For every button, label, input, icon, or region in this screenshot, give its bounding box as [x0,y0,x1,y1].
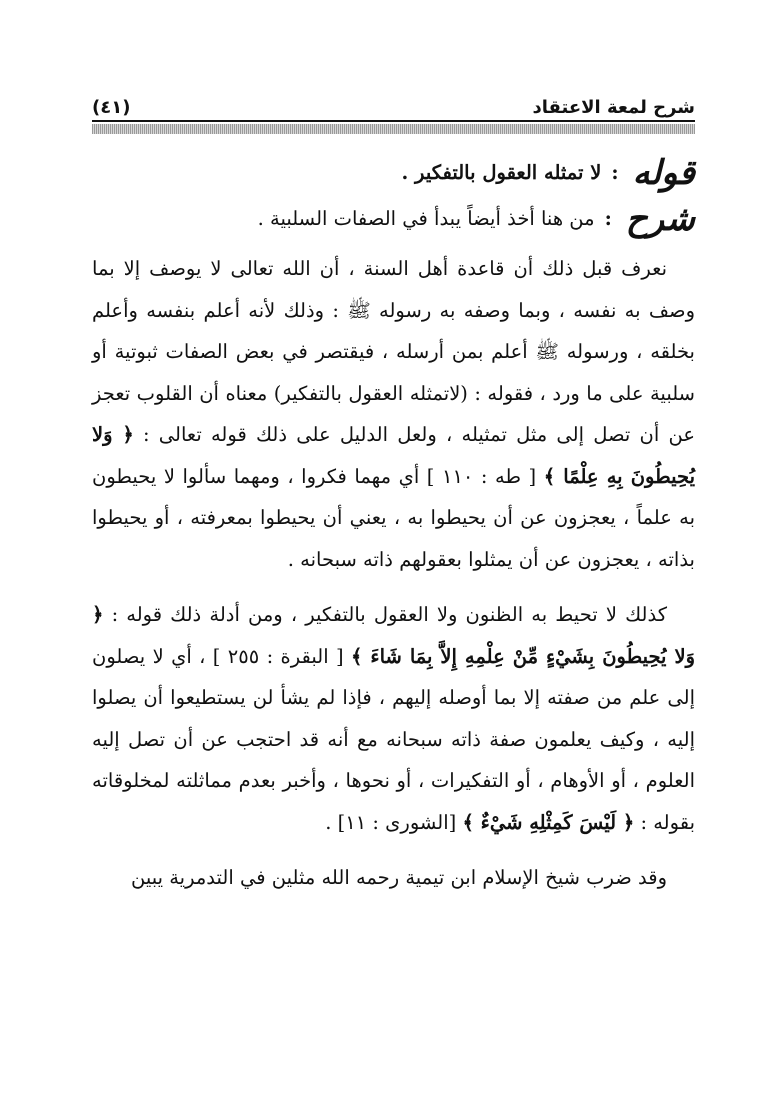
sharh-text: من هنا أخذ أيضاً يبدأ في الصفات السلبية . [257,207,595,231]
paragraph-2-part-b: [ البقرة : ٢٥٥ ] ، أي لا يصلون إلى علم من صفته إلا بما أوصله إليهم ، فإذا لم يشأ لن يستطيعوا أن يصلوا إليه ، وكيف يعلمون صفة ذاته سبحانه مع أنه قد احتجب عن أن تصل إليه العلوم ، أو الأوهام ، أو التفكيرات ، أو نحوها ، وأخبر بعدم مماثلته لمخلوقاته بقوله : [92,644,695,834]
qawluh-label: قوله [632,153,695,193]
sharh-line [92,196,695,242]
qawluh-colon: : [611,161,619,185]
paragraph-2-part-a: كذلك لا تحيط به الظنون ولا العقول بالتفكير ، ومن أدلة ذلك قوله : [103,603,667,626]
header-ornament-band [92,124,695,134]
quran-quote-shura: ﴿ لَيْسَ كَمِثْلِهِ شَيْءٌ ﴾ [462,810,635,834]
paragraph-1-part-b: [ طه : ١١٠ ] أي مهما فكروا ، ومهما سألوا لا يحيطون به علماً ، يعجزون عن أن يحيطوا به ، يعني أن يحيطوا بمعرفته ، أو يحيطوا بذاته ، يعجزون عن أن يمثلوا بعقولهم ذاته سبحانه . [92,464,695,571]
paragraph-2 [92,594,695,843]
qawluh-text: لا تمثله العقول بالتفكير . [401,161,602,185]
page-number: (٤١) [92,97,131,118]
paragraph-3: وقد ضرب شيخ الإسلام ابن تيمية رحمه الله مثلين في التدمرية يبين [130,866,667,889]
quran-quote-baqarah: ﴿ وَلا يُحِيطُونَ بِشَيْءٍ مِّنْ عِلْمِهِ إِلاَّ بِمَا شَاءَ ﴾ [92,603,695,668]
running-header [92,86,695,118]
qawluh-line [92,150,695,196]
page-body [92,150,695,899]
book-title: شرح لمعة الاعتقاد [532,97,695,118]
paragraph-1-part-a: نعرف قبل ذلك أن قاعدة أهل السنة ، أن الله تعالى لا يوصف إلا بما وصف به نفسه ، وبما وصفه به رسوله ﷺ : وذلك لأنه أعلم بنفسه وأعلم بخلقه ، ورسوله ﷺ أعلم بمن أرسله ، فيقتصر في بعض الصفات ثبوتية أو سلبية على ما ورد ، فقوله : (لاتمثله العقول بالتفكير) معناه أن القلوب تعجز عن أن تصل إلى مثل تمثيله ، ولعل الدليل على ذلك قوله تعالى : [92,257,695,446]
sharh-colon: : [604,207,612,231]
paragraph-1 [92,248,695,580]
paragraph-2-part-c: [الشورى : ١١] . [325,810,463,834]
quran-quote-taha: ﴿ وَلا يُحِيطُونَ بِهِ عِلْمًا ﴾ [92,423,695,488]
sharh-label: شرح [625,199,695,239]
header-rule [92,120,695,122]
